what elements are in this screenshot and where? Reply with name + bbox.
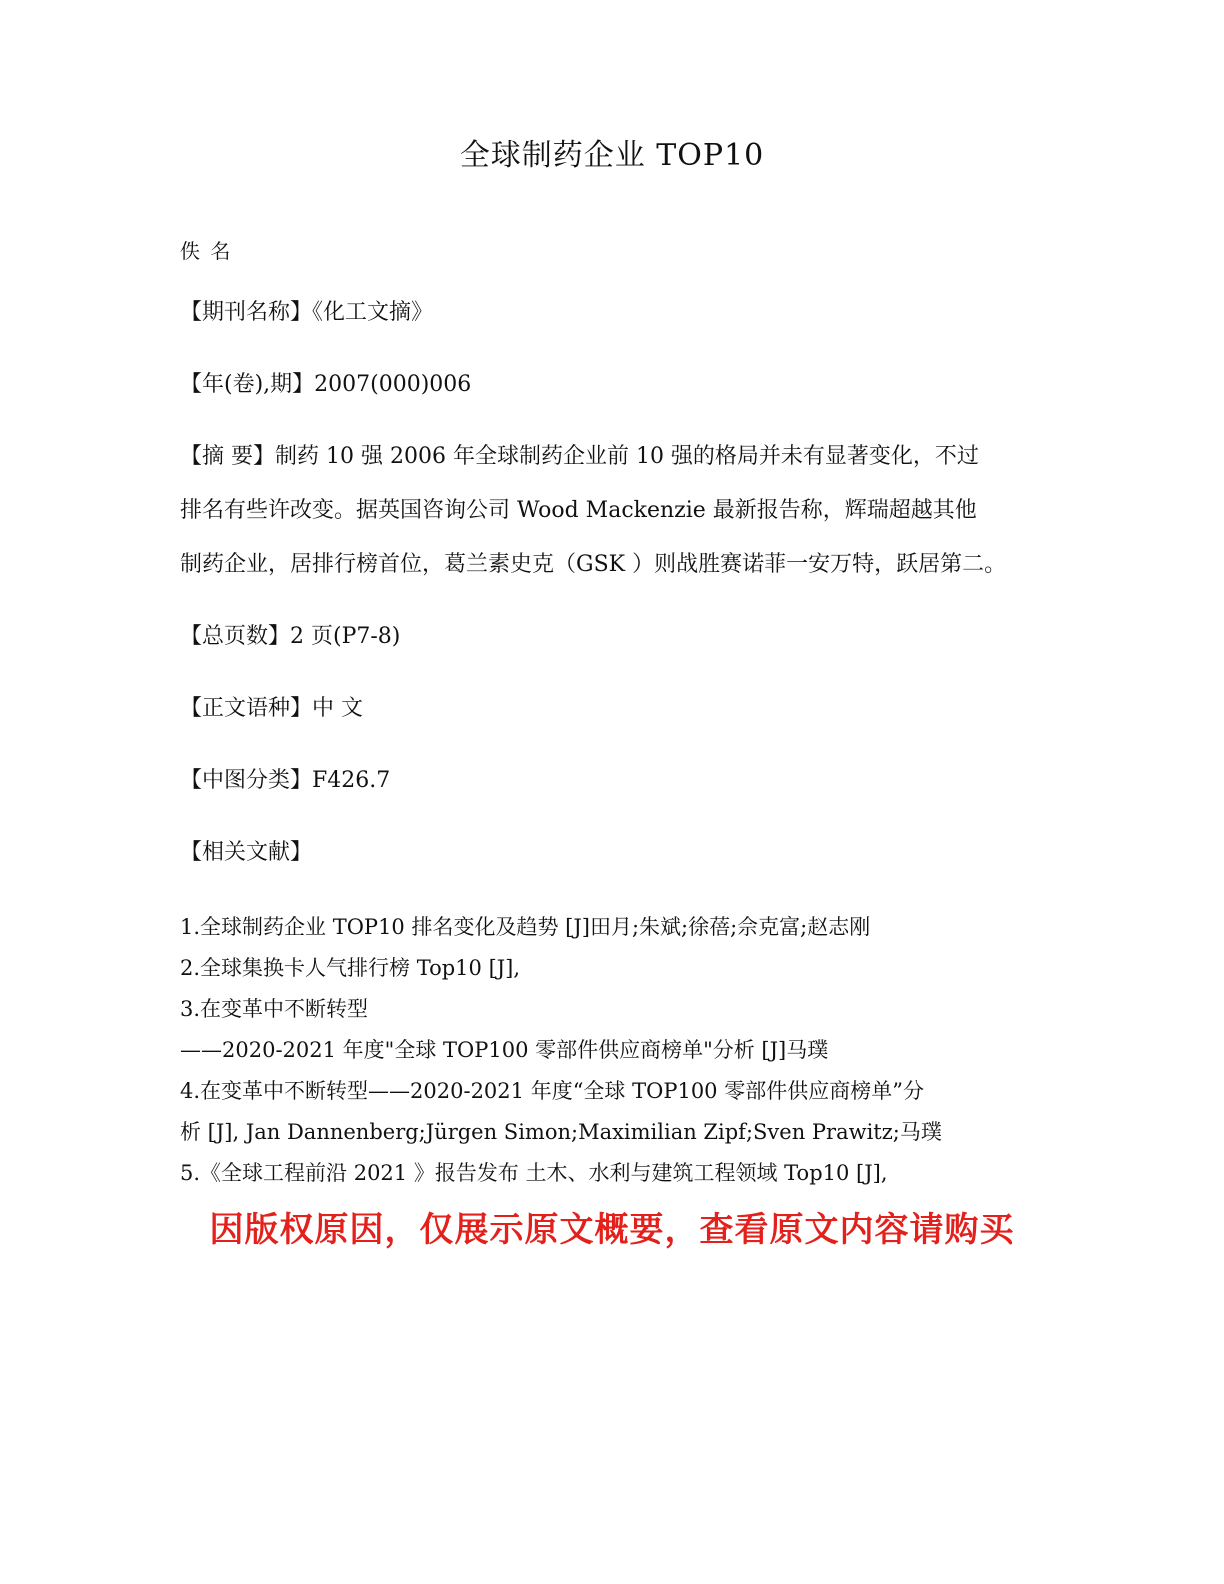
- abstract-line-1: 【摘 要】制药 10 强 2006 年全球制药企业前 10 强的格局并未有显著变化，不过: [180, 444, 979, 469]
- reference-item-5[interactable]: 5.《全球工程前沿 2021 》报告发布 土木、水利与建筑工程领域 Top10 [J],: [180, 1161, 888, 1185]
- reference-item-3-line-2[interactable]: ——2020-2021 年度"全球 TOP100 零部件供应商榜单"分析 [J]马璞: [180, 1038, 829, 1062]
- abstract-line-2: 排名有些许改变。据英国咨询公司 Wood Mackenzie 最新报告称，辉瑞超越其他: [180, 498, 977, 523]
- reference-item-2[interactable]: 2.全球集换卡人气排行榜 Top10 [J],: [180, 956, 521, 980]
- document-title: 全球制药企业 TOP10: [459, 138, 765, 173]
- related-literature-heading: 【相关文献】: [180, 840, 313, 865]
- reference-item-4-line-2[interactable]: 析 [J], Jan Dannenberg;Jürgen Simon;Maximilian Zipf;Sven Prawitz;马璞: [180, 1120, 942, 1144]
- total-pages-field: 【总页数】2 页(P7-8): [180, 624, 401, 649]
- classification-field: 【中图分类】F426.7: [180, 768, 391, 793]
- author-line: 佚 名: [180, 239, 233, 263]
- abstract-line-3: 制药企业，居排行榜首位，葛兰素史克（GSK ）则战胜赛诺菲一安万特，跃居第二。: [180, 552, 1007, 577]
- copyright-notice: 因版权原因，仅展示原文概要，查看原文内容请购买: [209, 1210, 1015, 1250]
- text-language-field: 【正文语种】中 文: [180, 696, 363, 721]
- reference-item-3-line-1[interactable]: 3.在变革中不断转型: [180, 997, 369, 1021]
- journal-name-field: 【期刊名称】《化工文摘》: [180, 300, 434, 325]
- reference-item-1[interactable]: 1.全球制药企业 TOP10 排名变化及趋势 [J]田月;朱斌;徐蓓;佘克富;赵志刚: [180, 915, 871, 939]
- year-volume-issue-field: 【年(卷),期】2007(000)006: [180, 372, 472, 397]
- reference-item-4-line-1[interactable]: 4.在变革中不断转型——2020-2021 年度“全球 TOP100 零部件供应商榜单”分: [180, 1079, 924, 1103]
